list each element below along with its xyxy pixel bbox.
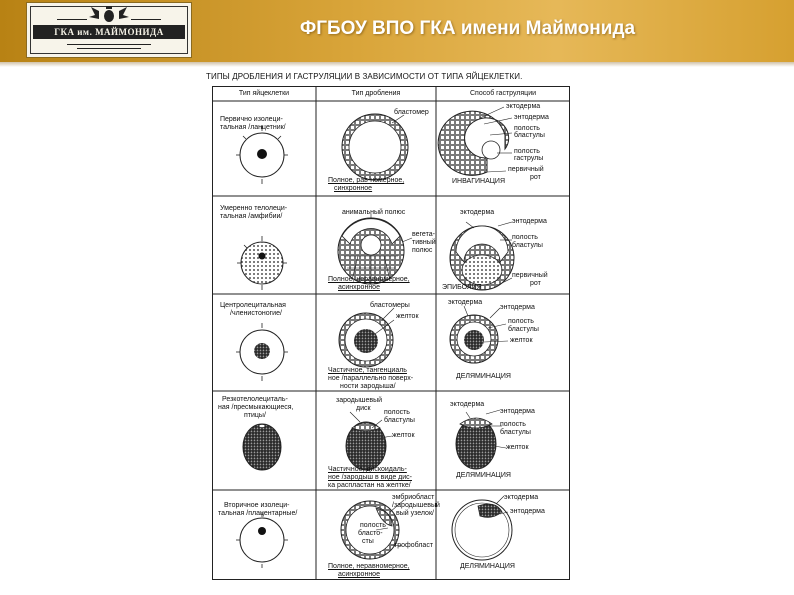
row1-entoderm-label: энтодерма — [514, 114, 549, 121]
row1-primary-mouth-l1: первичный — [508, 166, 544, 173]
row3-blastula-cavity-l1: полость — [508, 318, 534, 325]
row4-germinal-disc-l1: зародышевый — [336, 397, 383, 404]
row5-entoderm-label: энтодерма — [510, 508, 545, 515]
row1-gastrula-cavity-l2: гаструлы — [514, 155, 544, 162]
row2-ectoderm-label: эктодерма — [460, 209, 495, 216]
row5-embryoblast-l3: вый узелок/ — [396, 510, 434, 517]
row5-method: ДЕЛЯМИНАЦИЯ — [460, 563, 515, 570]
row3-yolk-label: желток — [396, 313, 419, 320]
row5-blastocyst-cavity-l2: бласто- — [358, 530, 383, 537]
row5-ectoderm-label: эктодерма — [504, 494, 539, 501]
row4-egg-type-line1: Резкотелолециталь- — [222, 396, 288, 403]
row2-blastula-cavity-l1: полость — [512, 234, 538, 241]
row4-cleavage-line3: ка распластан на желтке/ — [328, 482, 411, 489]
row2-vegetal-pole-l3: полюс — [412, 247, 433, 254]
row5-embryoblast-l2: /зародышевый — [392, 502, 440, 509]
row2-method: ЭПИБОЛИЯ — [442, 284, 482, 291]
row5-embryoblast-l1: эмбриобласт — [392, 494, 435, 501]
row2-vegetal-pole-l1: вегета- — [412, 231, 435, 238]
row4-egg-type-line3: птицы/ — [244, 412, 266, 419]
row1-blastula-cavity-l1: полость — [514, 125, 540, 132]
row4-yolk-label-right: желток — [506, 444, 529, 451]
column-header-gastrulation: Способ гаструляции — [469, 90, 537, 97]
row4-entoderm-label: энтодерма — [500, 408, 535, 415]
row3-blastomeres-label: бластомеры — [370, 302, 410, 309]
row2-primary-mouth-l1: первичный — [512, 272, 548, 279]
row4-blastula-cavity-l2: бластулы — [384, 417, 415, 424]
row4-method: ДЕЛЯМИНАЦИЯ — [456, 472, 511, 479]
row1-method: ИНВАГИНАЦИЯ — [452, 178, 506, 185]
row5-delamination-diagram — [452, 496, 512, 560]
row1-egg-type-line2: тальная /ланцетник/ — [220, 124, 286, 131]
row3-cleavage-line2: ное /параллельно поверх- — [328, 375, 414, 382]
row4-blastula-cavity-l2: бластулы — [500, 429, 531, 436]
row3-cleavage-line1: Частичное, тангенциаль — [328, 367, 407, 374]
row3-egg-type-line2: /членистоногие/ — [230, 310, 282, 317]
row5-cleavage-line1: Полное, неравномерное, — [328, 563, 410, 570]
row1-invagination-diagram — [438, 107, 512, 175]
row5-egg-diagram — [236, 512, 288, 568]
row1-gastrula-cavity-l1: полость — [514, 148, 540, 155]
row3-blastula-cavity-l2: бластулы — [508, 326, 539, 333]
row1-blastula-cavity-l2: бластулы — [514, 132, 545, 139]
row2-blastula-cavity-l2: бластулы — [512, 242, 543, 249]
page-title: ФГБОУ ВПО ГКА имени Маймонида — [300, 18, 636, 39]
row2-primary-mouth-l2: рот — [530, 280, 541, 287]
row2-vegetal-pole-l2: тивный — [412, 239, 436, 246]
row1-blastula-diagram — [342, 114, 408, 180]
row4-germinal-disc-l2: диск — [356, 405, 371, 412]
row3-egg-diagram — [236, 323, 288, 381]
row5-blastocyst-cavity-l3: сты — [362, 538, 374, 545]
row4-cleavage-line1: Частичное, дискоидаль- — [328, 466, 407, 473]
row1-primary-mouth-l2: рот — [530, 174, 541, 181]
row1-egg-diagram — [236, 126, 288, 184]
row3-yolk-label-right: желток — [510, 337, 533, 344]
row4-yolk-label: желток — [392, 432, 415, 439]
logo-text: ГКА им. МАЙМОНИДА — [33, 25, 185, 39]
row3-entoderm-label: энтодерма — [500, 304, 535, 311]
row3-ectoderm-label: эктодерма — [448, 299, 483, 306]
row2-entoderm-label: энтодерма — [512, 218, 547, 225]
row1-cleavage-line2: синхронное — [334, 185, 373, 192]
row2-blastula-diagram — [338, 214, 412, 284]
row2-animal-pole-label: анимальный полюс — [342, 209, 406, 216]
row4-cleavage-line2: ное /зародыш в виде дис- — [328, 474, 412, 481]
row2-egg-type-line2: тальная /амфибии/ — [220, 213, 283, 220]
row5-blastocyst-cavity-l1: полость — [360, 522, 386, 529]
row4-blastula-cavity-l1: полость — [500, 421, 526, 428]
row4-ectoderm-label: эктодерма — [450, 401, 485, 408]
row5-egg-type-line2: тальная /плацентарные/ — [218, 510, 298, 517]
row1-egg-type-line1: Первично изолеци- — [220, 116, 283, 123]
row2-egg-type-line1: Умеренно телолеци- — [220, 205, 288, 212]
row5-trophoblast-label: трофобласт — [394, 542, 434, 549]
row5-cleavage-line2: асинхронное — [338, 571, 380, 578]
row1-cleavage-line1: Полное, рав-номерное, — [328, 177, 405, 184]
row2-cleavage-line2: асинхронное — [338, 284, 380, 291]
row5-egg-type-line1: Вторичное изолеци- — [224, 502, 290, 509]
column-header-cleavage: Тип дробления — [351, 90, 401, 97]
row3-blastula-diagram — [339, 308, 394, 367]
row2-epiboly-diagram — [450, 222, 514, 290]
row4-blastula-cavity-l1: полость — [384, 409, 410, 416]
table-title: ТИПЫ ДРОБЛЕНИЯ И ГАСТРУЛЯЦИИ В ЗАВИСИМОСТИ ОТ ТИПА ЯЙЦЕКЛЕТКИ. — [206, 72, 523, 81]
row1-blastomere-label: бластомер — [394, 109, 429, 116]
row3-delamination-diagram — [450, 306, 508, 363]
row4-egg-diagram — [243, 424, 281, 470]
row1-ectoderm-label: эктодерма — [506, 103, 541, 110]
row3-method: ДЕЛЯМИНАЦИЯ — [456, 373, 511, 380]
row4-egg-type-line2: ная /пресмыкающиеся, — [218, 404, 294, 411]
row2-egg-diagram — [237, 236, 287, 290]
column-header-egg-type: Тип яйцеклетки — [238, 90, 290, 97]
row3-cleavage-line3: ности зародыша/ — [340, 383, 396, 390]
row4-delamination-diagram — [456, 410, 506, 469]
row2-cleavage-line1: Полное, неравномерное, — [328, 276, 410, 283]
row3-egg-type-line1: Центролецитальная — [220, 302, 286, 309]
